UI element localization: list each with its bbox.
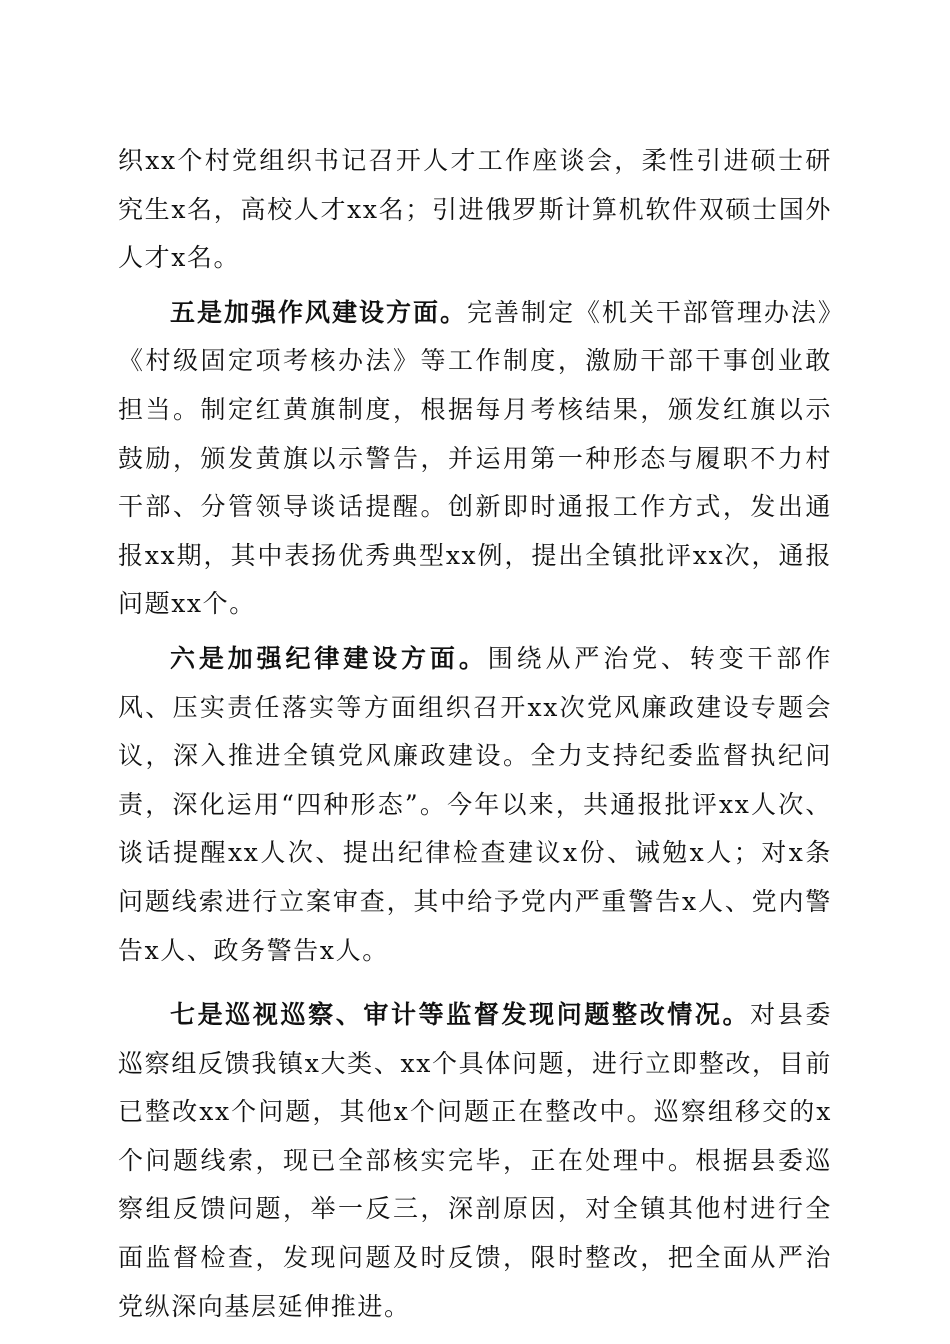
paragraph-body: 织xx个村党组织书记召开人才工作座谈会，柔性引进硕士研究生x名，高校人才xx名；引进俄罗斯计算机软件双硕士国外人才x名。 [118, 146, 832, 273]
paragraph-body: 围绕从严治党、转变干部作风、压实责任落实等方面组织召开xx次党风廉政建设专题会议，深入推进全镇党风廉政建设。全力支持纪委监督执纪问责，深化运用“四种形态”。今年以来，共通报批评xx人次、谈话提醒xx人次、提出纪律检查建议x份、诫勉x人；对x条问题线索进行立案审查，其中给予党内严重警告x人、党内警告x人、政务警告x人。 [118, 643, 832, 965]
document-page [118, 137, 832, 1331]
paragraph-talent-continued [118, 137, 832, 283]
paragraph-work-style [118, 289, 832, 629]
paragraph-heading: 五是加强作风建设方面。 [170, 297, 467, 327]
paragraph-inspection-rectification [118, 991, 832, 1331]
paragraph-heading: 七是巡视巡察、审计等监督发现问题整改情况。 [170, 1000, 751, 1030]
paragraph-body: 完善制定《机关干部管理办法》《村级固定项考核办法》等工作制度，激励干部干事创业敢担当。制定红黄旗制度，根据每月考核结果，颁发红旗以示鼓励，颁发黄旗以示警告，并运用第一种形态与履职不力村干部、分管领导谈话提醒。创新即时通报工作方式，发出通报xx期，其中表扬优秀典型xx例，提出全镇批评xx次，通报问题xx个。 [118, 297, 832, 619]
paragraph-discipline [118, 635, 832, 975]
paragraph-heading: 六是加强纪律建设方面。 [170, 643, 488, 673]
paragraph-body: 对县委巡察组反馈我镇x大类、xx个具体问题，进行立即整改，目前已整改xx个问题，其他x个问题正在整改中。巡察组移交的x个问题线索，现已全部核实完毕，正在处理中。根据县委巡察组反馈问题，举一反三，深剖原因，对全镇其他村进行全面监督检查，发现问题及时反馈，限时整改，把全面从严治党纵深向基层延伸推进。 [118, 1000, 832, 1321]
